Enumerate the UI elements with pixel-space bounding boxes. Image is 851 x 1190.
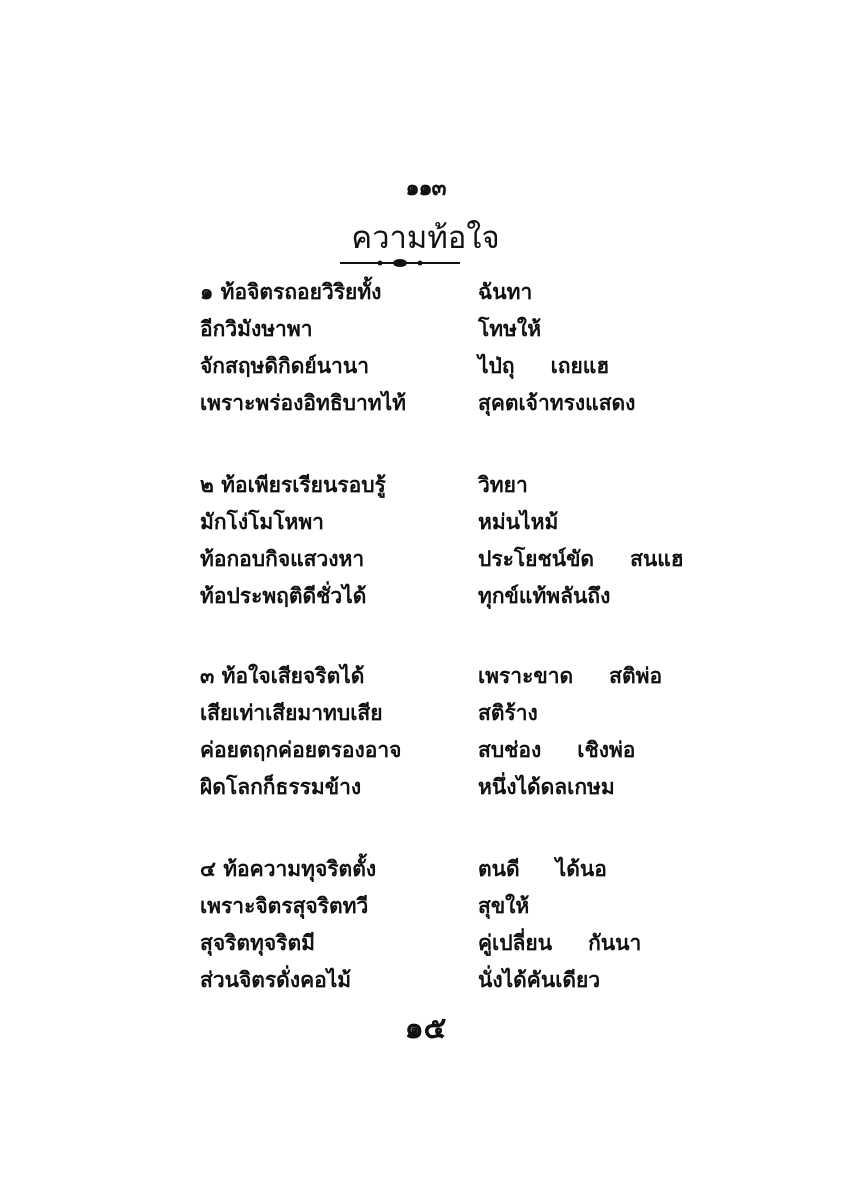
line-first-half: ท้อกอบกิจแสวงหา [200,547,365,571]
title-ornament [340,255,460,271]
line-word: ทุกข์แท้พลันถึง [478,584,611,608]
line-word: เพราะขาด [478,664,574,688]
poem-line [200,964,720,1001]
line-first-half: มักโง่โมโหพา [200,510,324,534]
line-first-half: เพราะจิตรสุจริตทวี [200,894,369,918]
line-first-half: ๒ ท้อเพียรเรียนรอบรู้ [200,473,386,497]
line-word: หนึ่งได้ดลเกษม [478,775,615,799]
line-word: เถยแฮ [550,354,610,378]
line-second-half [478,313,541,346]
line-second-half [478,890,529,923]
line-second-half [478,660,662,693]
line-second-half [478,927,641,960]
page-number-top: ๑๑๓ [405,176,446,201]
line-second-half [478,964,600,997]
line-word: สนแฮ [630,547,684,571]
line-first-half: จักสฤษดิกิดย์นานา [200,354,369,378]
poem-line [200,350,720,387]
line-word: ประโยชน์ขัด [478,547,595,571]
line-word: สติพ่อ [609,664,663,688]
line-word: ได้นอ [555,857,607,881]
line-word: สุขให้ [478,894,530,918]
line-word: กันนา [588,931,642,955]
line-second-half [478,350,609,383]
line-first-half: เพราะพร่องอิทธิบาทไท้ [200,391,407,415]
line-word: สุคตเจ้าทรงแสดง [478,391,636,415]
page-number-bottom: ๑๕ [404,1011,447,1046]
line-second-half [478,543,684,576]
line-first-half: ท้อประพฤติดีชั่วได้ [200,584,367,608]
poem-line [200,771,720,808]
line-word: เชิงพ่อ [577,738,636,762]
line-word: วิทยา [478,473,528,497]
poem-line [200,927,720,964]
line-word: สบช่อง [478,738,542,762]
line-first-half: ๔ ท้อความทุจริตตั้ง [200,857,377,881]
line-word: คู่เปลี่ยน [478,931,553,955]
line-second-half [478,771,615,804]
line-first-half: อีกวิมังษาพา [200,317,313,341]
line-first-half: ๑ ท้อจิตรถอยวิริยทั้ง [200,280,382,304]
line-word: โทษให้ [478,317,542,341]
line-second-half [478,276,532,309]
line-word: นั่งได้คันเดียว [478,968,601,992]
poem-line [200,543,720,580]
line-first-half: ส่วนจิตรดั่งคอไม้ [200,968,352,992]
poem-line [200,853,720,890]
poem-line [200,387,720,424]
line-first-half: เสียเท่าเสียมาทบเสีย [200,701,383,725]
line-second-half [478,506,558,539]
line-word: หม่นไหม้ [478,510,559,534]
line-second-half [478,697,538,730]
line-word: สติร้าง [478,701,538,725]
poem-line [200,580,720,617]
poem-line [200,276,720,313]
poem-line [200,890,720,927]
line-first-half: ผิดโลกก็ธรรมข้าง [200,775,362,799]
poem-title: ความท้อใจ [351,220,500,256]
poem-line [200,697,720,734]
line-second-half [478,387,635,420]
poem-line [200,660,720,697]
poem-line [200,313,720,350]
poem-line [200,469,720,506]
line-second-half [478,580,610,613]
stanza-1 [200,276,720,424]
line-second-half [478,853,607,886]
line-word: ตนดี [478,857,520,881]
line-word: ไป่ถุ [478,354,515,378]
line-first-half: ค่อยตฤกค่อยตรองอาจ [200,738,402,762]
stanza-2 [200,469,720,617]
stanza-3 [200,660,720,808]
line-second-half [478,469,528,502]
line-first-half: สุจริตทุจริตมี [200,931,315,955]
poem-line [200,734,720,771]
line-second-half [478,734,635,767]
poem-line [200,506,720,543]
line-first-half: ๓ ท้อใจเสียจริตได้ [200,664,365,688]
line-word: ฉันทา [478,280,533,304]
stanza-4 [200,853,720,1001]
